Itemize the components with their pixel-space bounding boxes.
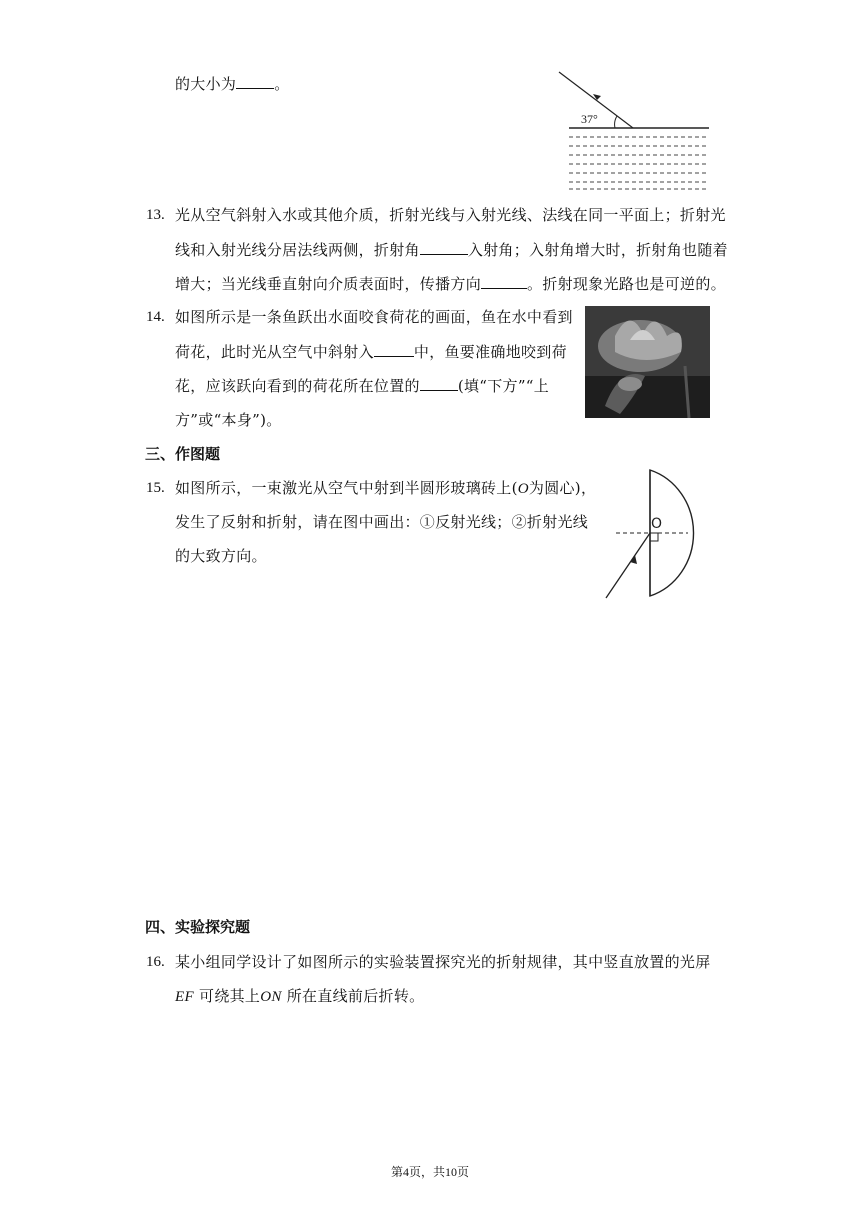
answer-blank[interactable]	[236, 74, 274, 89]
q14-line3: 花，应该跃向看到的荷花所在位置的 (填“下方”“上	[175, 377, 550, 395]
q12-figure-water-surface	[555, 68, 715, 193]
angle-label: 37°	[581, 112, 598, 126]
section-4-title: 四、实验探究题	[145, 918, 251, 936]
q16-number: 16.	[146, 954, 165, 970]
answer-blank[interactable]	[481, 274, 527, 289]
q16-line1: 某小组同学设计了如图所示的实验装置探究光的折射规律，其中竖直放置的光屏	[175, 953, 711, 971]
q14-line4: 方”或“本身”)。	[175, 411, 282, 429]
fish-lotus-photo	[585, 306, 710, 418]
q15-line2: 发生了反射和折射，请在图中画出：①反射光线；②折射光线	[175, 513, 589, 531]
q15-line3: 的大致方向。	[175, 547, 267, 565]
q15-number: 15.	[146, 480, 165, 496]
q16-line2: EF 可绕其上ON 所在直线前后折转。	[175, 987, 425, 1005]
center-label: O	[651, 516, 663, 532]
q15-line1: 如图所示，一束激光从空气中射到半圆形玻璃砖上(O为圆心)，	[175, 479, 597, 497]
page-footer: 第4页，共10页	[390, 1165, 470, 1179]
q13-line2: 线和入射光线分居法线两侧，折射角 入射角；入射角增大时，折射角也随着	[175, 241, 728, 259]
answer-blank[interactable]	[374, 342, 414, 357]
q13-line3: 增大；当光线垂直射向介质表面时，传播方向 。折射现象光路也是可逆的。	[175, 275, 726, 293]
q14-line2: 荷花，此时光从空气中斜射入 中，鱼要准确地咬到荷	[175, 343, 567, 361]
q13-number: 13.	[146, 207, 165, 223]
q14-number: 14.	[146, 309, 165, 325]
section-3-title: 三、作图题	[145, 445, 221, 463]
q13-line1: 光从空气斜射入水或其他介质，折射光线与入射光线、法线在同一平面上；折射光	[175, 206, 726, 224]
q12-line1: 的大小为 。	[175, 75, 290, 93]
answer-blank[interactable]	[420, 376, 458, 391]
q14-line1: 如图所示是一条鱼跃出水面咬食荷花的画面，鱼在水中看到	[175, 308, 573, 326]
answer-blank[interactable]	[420, 240, 468, 255]
q15-figure-semicircle-glass[interactable]	[600, 466, 720, 604]
